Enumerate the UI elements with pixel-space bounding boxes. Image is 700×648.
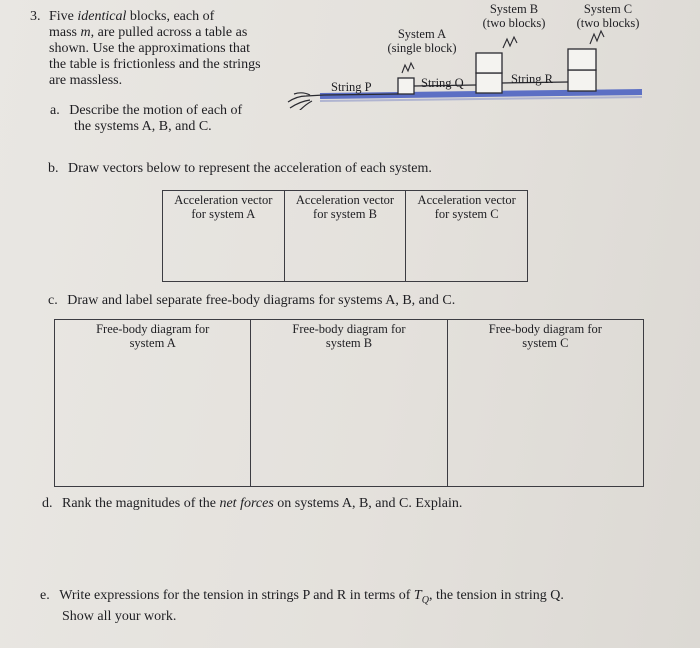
system-c-title: System C <box>583 2 633 16</box>
free-body-cell-a[interactable] <box>55 320 251 487</box>
problem-intro <box>49 9 309 89</box>
string-q-label: String Q <box>421 76 464 90</box>
system-b-title: System B <box>489 2 539 16</box>
part-e <box>40 588 660 625</box>
acceleration-cell-a[interactable] <box>163 191 285 282</box>
free-body-cell-b[interactable] <box>251 320 447 487</box>
part-b-letter: b. <box>48 161 59 176</box>
part-d-text-before: Rank the magnitudes of the <box>62 496 220 511</box>
block-c-top <box>568 49 596 70</box>
pointer-c-icon <box>590 31 604 44</box>
part-b-text: Draw vectors below to represent the acceleration of each system. <box>68 161 432 176</box>
part-c <box>48 293 455 309</box>
part-a-line-1: Describe the motion of each of <box>69 103 243 118</box>
free-body-header-b-2: system B <box>325 336 373 350</box>
part-a-line-2: the systems A, B, and C. <box>74 119 212 134</box>
part-e-text-before: Write expressions for the tension in strings P and R in terms of <box>59 588 414 603</box>
free-body-header-c-2: system C <box>522 336 569 350</box>
string-r-label: String R <box>511 72 554 86</box>
pointer-b-icon <box>503 37 517 48</box>
block-a <box>398 78 414 94</box>
acceleration-table <box>162 190 528 282</box>
acceleration-header-c-2: for system C <box>434 207 499 221</box>
acceleration-cell-b[interactable] <box>284 191 406 282</box>
free-body-header-a-1: Free-body diagram for <box>96 322 210 336</box>
free-body-header-c-1: Free-body diagram for <box>488 322 602 336</box>
acceleration-cell-c[interactable] <box>406 191 528 282</box>
part-d-text-after: on systems A, B, and C. Explain. <box>273 496 463 511</box>
part-e-letter: e. <box>40 588 50 603</box>
string-p-label: String P <box>331 80 372 94</box>
free-body-header-b-1: Free-body diagram for <box>292 322 406 336</box>
pointer-a-icon <box>402 63 414 73</box>
part-e-text-after: , the tension in string Q. <box>428 588 564 603</box>
intro-line-1: Five identical blocks, each of <box>49 9 215 24</box>
system-a-subtitle: (single block) <box>387 41 457 55</box>
acceleration-header-a-2: for system A <box>191 207 256 221</box>
intro-line-3: shown. Use the approximations that <box>49 41 251 56</box>
free-body-header-a-2: system A <box>129 336 176 350</box>
part-e-line-2: Show all your work. <box>62 608 177 624</box>
intro-line-5: are massless. <box>49 73 123 88</box>
free-body-table <box>54 319 644 487</box>
part-d <box>42 496 462 512</box>
part-e-symbol: T <box>413 588 422 603</box>
system-c-subtitle: (two blocks) <box>576 16 640 30</box>
problem-number: 3. <box>30 9 41 24</box>
acceleration-header-c-1: Acceleration vector <box>417 193 516 207</box>
block-b-bottom <box>476 73 502 93</box>
system-a-label <box>379 27 465 55</box>
block-c-bottom <box>568 70 596 91</box>
intro-line-4: the table is frictionless and the strings <box>49 57 261 72</box>
part-b <box>48 161 432 177</box>
part-c-text: Draw and label separate free-body diagrams for systems A, B, and C. <box>67 293 456 308</box>
part-d-italic: net forces <box>219 496 274 511</box>
system-a-title: System A <box>397 27 447 41</box>
part-e-symbol-sub: Q <box>421 594 429 606</box>
acceleration-header-b-1: Acceleration vector <box>295 193 395 207</box>
block-b-top <box>476 53 502 73</box>
part-a <box>50 103 310 135</box>
acceleration-header-a-1: Acceleration vector <box>174 193 273 207</box>
acceleration-header-b-2: for system B <box>313 207 377 221</box>
system-b-label <box>474 2 554 30</box>
part-d-letter: d. <box>42 496 53 511</box>
part-c-letter: c. <box>48 293 58 308</box>
free-body-cell-c[interactable] <box>447 320 643 487</box>
part-a-letter: a. <box>50 103 60 118</box>
system-c-label <box>566 2 650 30</box>
system-b-subtitle: (two blocks) <box>482 16 546 30</box>
intro-line-2: mass m, are pulled across a table as <box>49 25 248 40</box>
